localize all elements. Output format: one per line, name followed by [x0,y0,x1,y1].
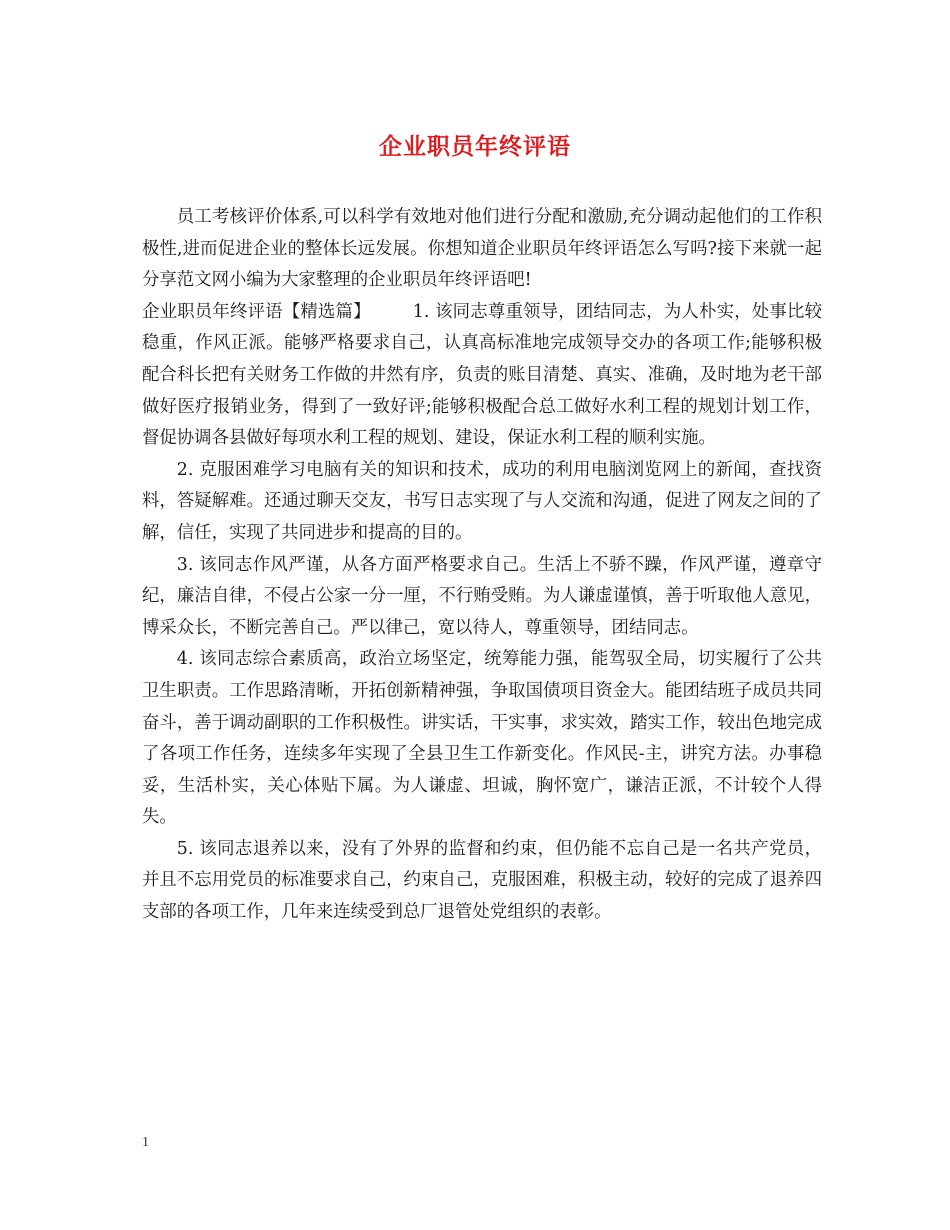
paragraph-5: 5. 该同志退养以来，没有了外界的监督和约束，但仍能不忘自己是一名共产党员，并且不忘用党员的标准要求自己，约束自己，克服困难，积极主动，较好的完成了退养四支部的各项工作，几年来连续受到总厂退管处党组织的表彰。 [142,838,822,923]
paragraph-1: 1. 该同志尊重领导，团结同志，为人朴实，处事比较稳重，作风正派。能够严格要求自己，认真高标准地完成领导交办的各项工作;能够积极配合科长把有关财务工作做的井然有序，负责的账目清楚、真实、准确，及时地为老干部做好医疗报销业务，得到了一致好评;能够积极配合总工做好水利工程的规划计划工作，督促协调各县做好每项水利工程的规划、建设，保证水利工程的顺利实施。 [142,301,822,449]
paragraph-3: 3. 该同志作风严谨，从各方面严格要求自己。生活上不骄不躁，作风严谨，遵章守纪，廉洁自律，不侵占公家一分一厘，不行贿受贿。为人谦虚谨慎，善于听取他人意见，博采众长，不断完善自己。严以律己，宽以待人，尊重领导，团结同志。 [142,554,822,638]
page-number: 1 [142,1135,149,1150]
section-label: 企业职员年终评语【精选篇】 [142,301,371,322]
document-body [142,202,822,929]
section-first-paragraph [142,297,822,455]
paragraph-2: 2. 克服困难学习电脑有关的知识和技术，成功的利用电脑浏览网上的新闻，查找资料，答疑解难。还通过聊天交友，书写日志实现了与人交流和沟通，促进了网友之间的了解，信任，实现了共同进步和提高的目的。 [142,459,822,543]
paragraph-4: 4. 该同志综合素质高，政治立场坚定，统筹能力强，能驾驭全局，切实履行了公共卫生职责。工作思路清晰，开拓创新精神强，争取国债项目资金大。能团结班子成员共同奋斗，善于调动副职的工作积极性。讲实话，干实事，求实效，踏实工作，较出色地完成了各项工作任务，连续多年实现了全县卫生工作新变化。作风民-主，讲究方法。办事稳妥，生活朴实，关心体贴下属。为人谦虚、坦诚，胸怀宽广，谦洁正派，不计较个人得失。 [142,649,822,828]
document-title: 企业职员年终评语 [379,133,571,160]
intro-paragraph: 员工考核评价体系,可以科学有效地对他们进行分配和激励,充分调动起他们的工作积极性,进而促进企业的整体长远发展。你想知道企业职员年终评语怎么写吗?接下来就一起分享范文网小编为大家整理的企业职员年终评语吧! [142,207,822,291]
